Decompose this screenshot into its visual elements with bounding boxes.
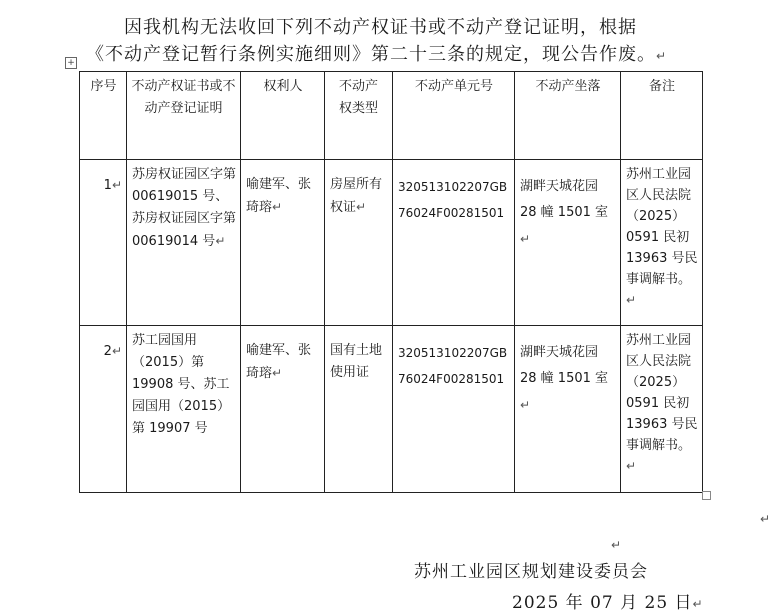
header-unit: 不动产单元号 — [393, 72, 515, 160]
cell-cert: 苏房权证园区字第 00619015 号、苏房权证园区字第 00619014 号↵ — [127, 160, 241, 326]
cell-cert: 苏工园国用（2015）第 19908 号、苏工园国用（2015）第 19907 号 — [127, 326, 241, 493]
cell-seq: 2↵ — [80, 326, 127, 493]
cell-location: 湖畔天城花园 28 幢 1501 室↵ — [515, 160, 621, 326]
void-certificate-table — [79, 71, 703, 493]
cell-type: 国有土地使用证 — [325, 326, 393, 493]
table-row — [80, 160, 703, 326]
paragraph-mark: ↵ — [656, 49, 668, 63]
header-owner: 权利人 — [241, 72, 325, 160]
notice-text — [84, 14, 724, 70]
notice-line-2: 《不动产登记暂行条例实施细则》第二十三条的规定，现公告作废。↵ — [86, 44, 668, 65]
signature-date: 2025 年 07 月 25 日↵ — [512, 593, 704, 613]
header-seq: 序号 — [80, 72, 127, 160]
paragraph-mark: ↵ — [611, 538, 622, 552]
cell-owner: 喻建军、张琦瑢↵ — [241, 160, 325, 326]
cell-remark: 苏州工业园区人民法院（2025）0591 民初 13963 号民事调解书。↵ — [621, 160, 703, 326]
table-row — [80, 326, 703, 493]
cell-seq: 1↵ — [80, 160, 127, 326]
table-resize-handle-icon[interactable] — [702, 491, 711, 500]
cell-location: 湖畔天城花园 28 幢 1501 室↵ — [515, 326, 621, 493]
header-location: 不动产坐落 — [515, 72, 621, 160]
header-cert: 不动产权证书或不动产登记证明 — [127, 72, 241, 160]
header-type: 不动产权类型 — [325, 72, 393, 160]
table-move-handle-icon[interactable]: + — [65, 57, 77, 69]
table-header-row — [80, 72, 703, 160]
cell-remark: 苏州工业园区人民法院（2025）0591 民初 13963 号民事调解书。↵ — [621, 326, 703, 493]
paragraph-mark: ↵ — [760, 512, 770, 526]
cell-unit: 320513102207GB76024F00281501 — [393, 326, 515, 493]
signature-org: 苏州工业园区规划建设委员会 — [414, 562, 648, 582]
cell-unit: 320513102207GB76024F00281501 — [393, 160, 515, 326]
cell-owner: 喻建军、张琦瑢↵ — [241, 326, 325, 493]
cell-type: 房屋所有权证↵ — [325, 160, 393, 326]
header-remark: 备注 — [621, 72, 703, 160]
notice-line-1: 因我机构无法收回下列不动产权证书或不动产登记证明，根据 — [124, 17, 637, 38]
